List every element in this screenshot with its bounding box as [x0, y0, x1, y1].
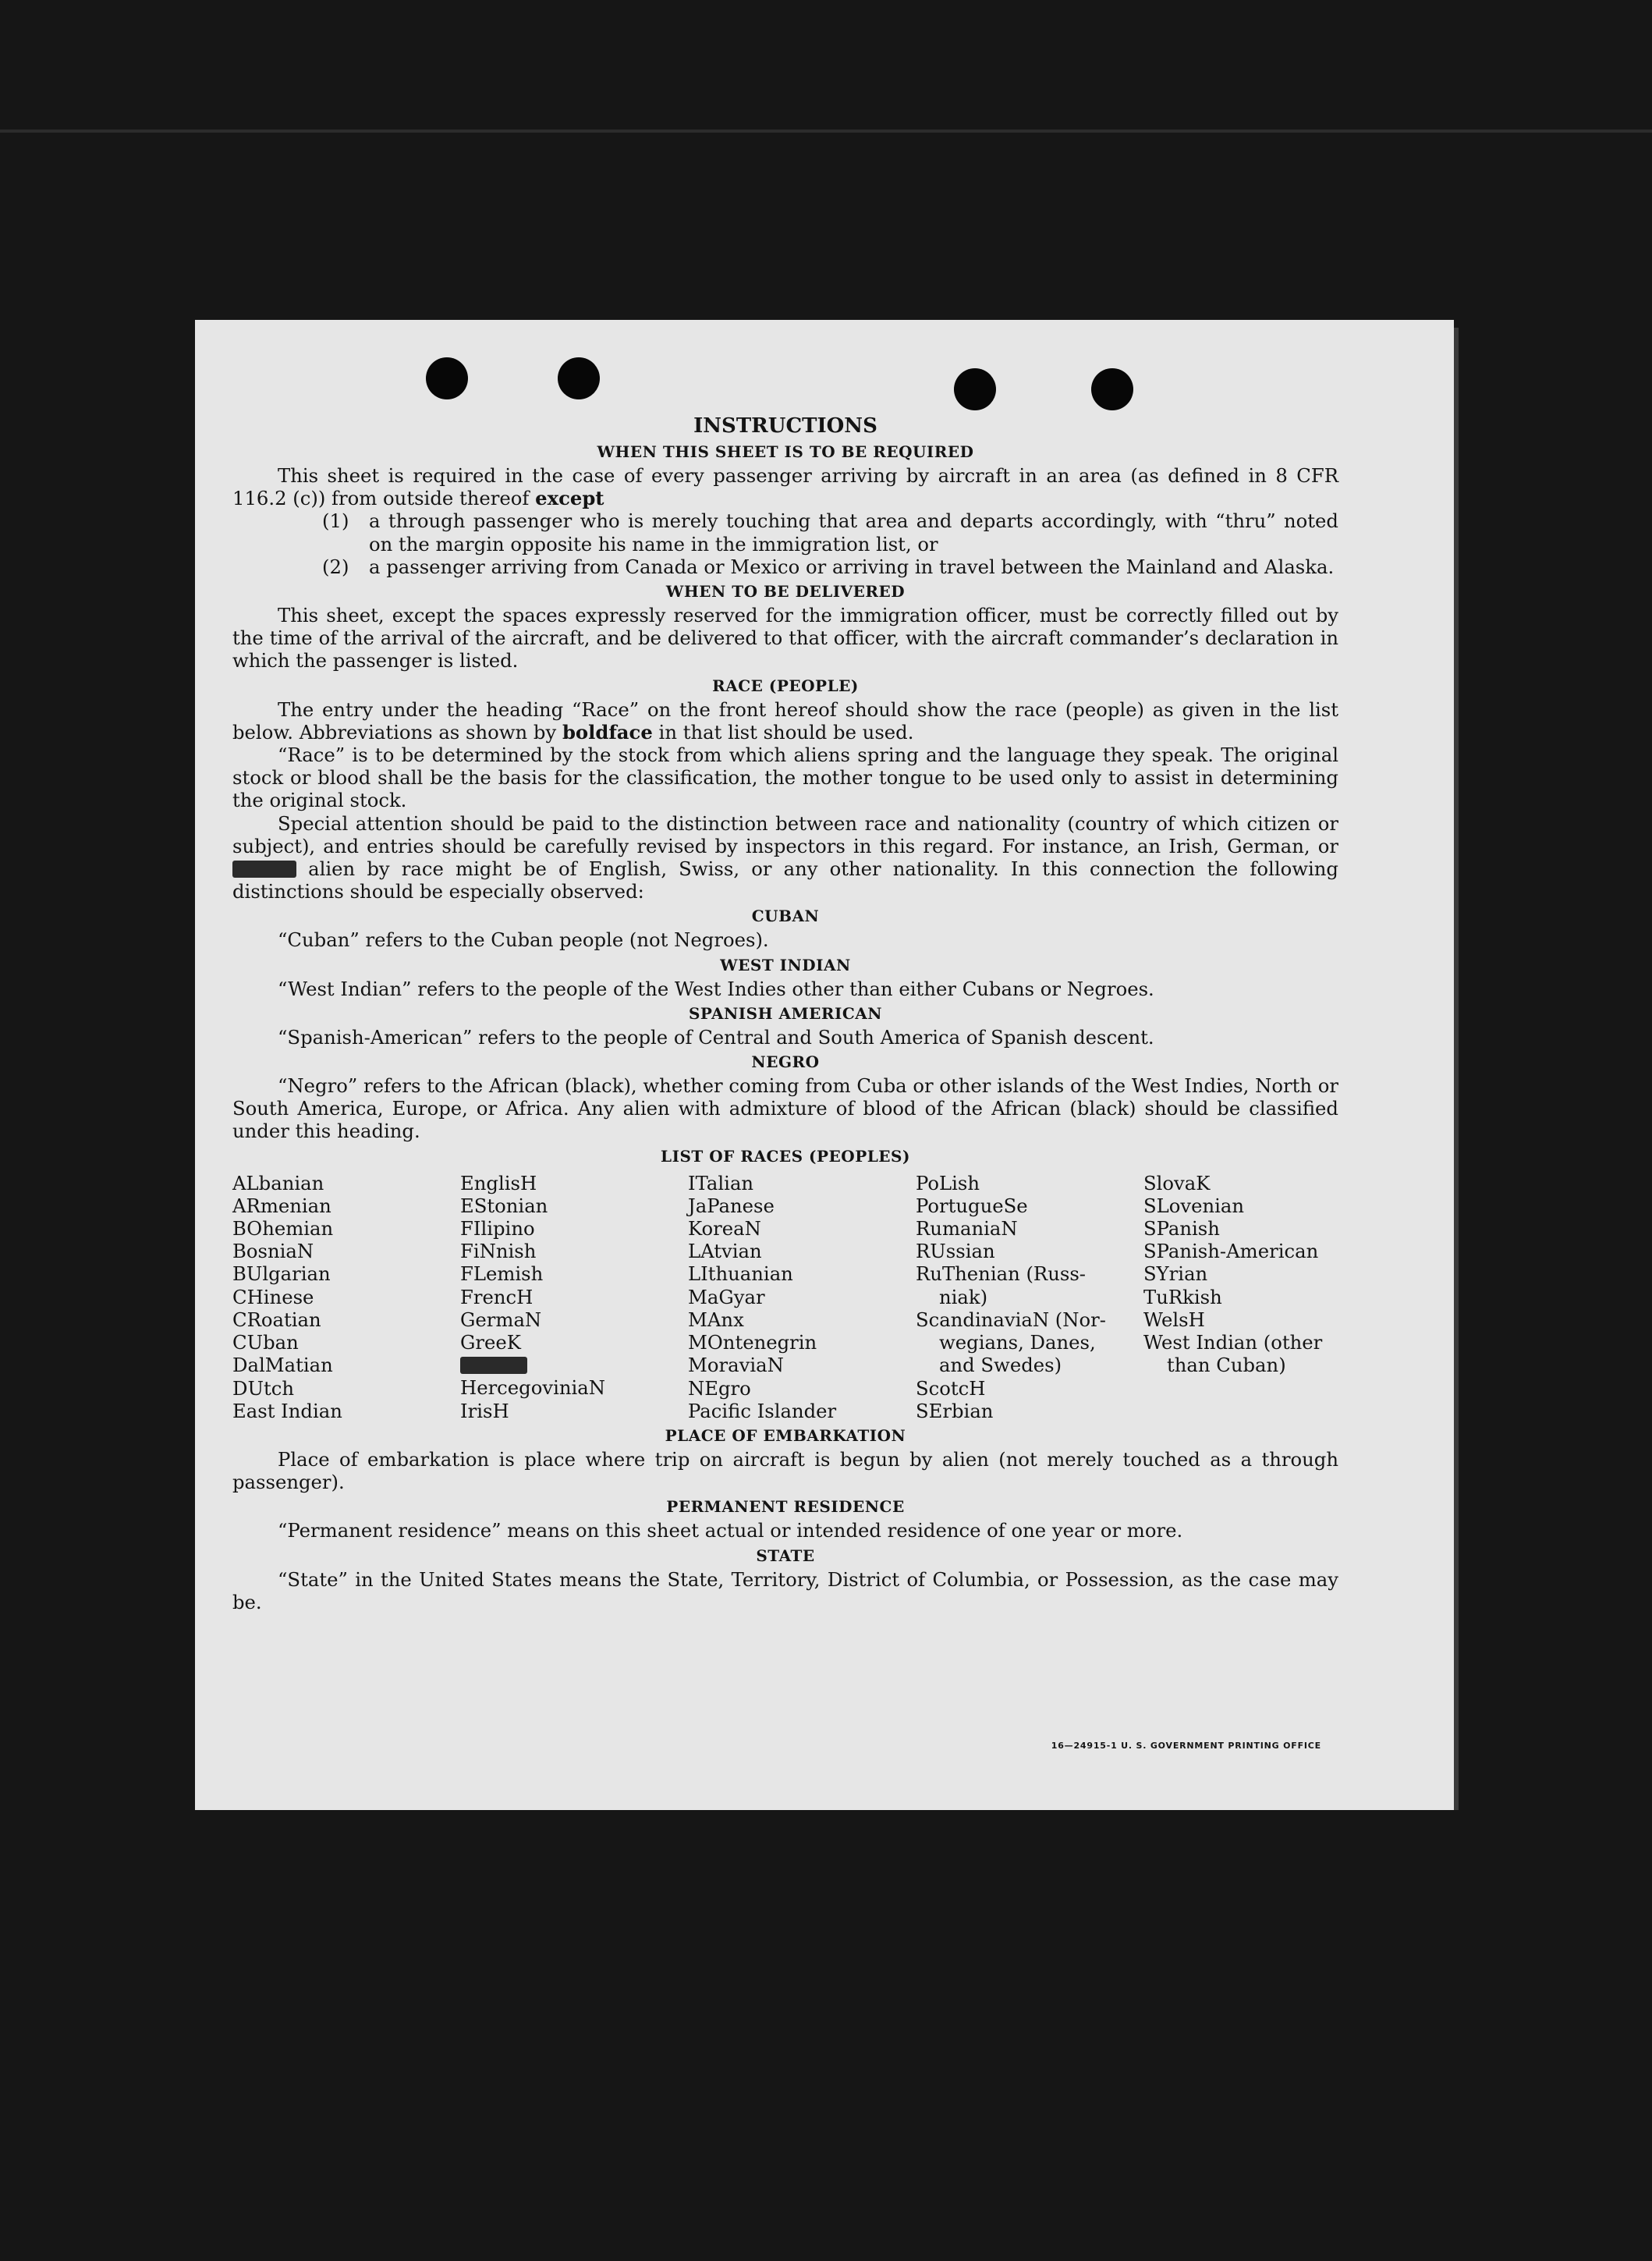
race-item: MOntenegrin: [688, 1331, 817, 1354]
race-item: NEgro: [688, 1376, 751, 1400]
race-item: CRoatian: [232, 1308, 321, 1331]
exception-item: [232, 555, 1338, 578]
except-word: except: [535, 487, 604, 510]
spanish-american-heading: SPANISH AMERICAN: [688, 1003, 883, 1023]
exception-text: a passenger arriving from Canada or Mexico or arriving in travel between the Mainland and Alaska.: [369, 555, 1335, 578]
negro-heading: NEGRO: [751, 1052, 820, 1072]
race-item: SPanish-American: [1143, 1240, 1319, 1263]
race-item-continuation: niak): [939, 1285, 988, 1308]
state-paragraph: “State” in the United States means the State, Territory, District of Columbia, or Possession, as the case may be.: [232, 1567, 1338, 1613]
race-item: DalMatian: [232, 1354, 333, 1377]
race-item: LAtvian: [688, 1240, 762, 1263]
instruction-sheet: [195, 320, 1454, 1810]
race-item: MAnx: [688, 1308, 744, 1331]
race-item: BOhemian: [232, 1217, 334, 1241]
race-item: SErbian: [916, 1399, 994, 1422]
race-item: EnglisH: [460, 1171, 537, 1194]
race-item: East Indian: [232, 1399, 342, 1422]
exception-number: (1): [322, 509, 349, 533]
race-column-3: [688, 1172, 916, 1422]
race-item: BUlgarian: [232, 1262, 331, 1286]
race-item: MoraviaN: [688, 1354, 784, 1377]
race-item-continuation: than Cuban): [1167, 1354, 1286, 1377]
race-item: KoreaN: [688, 1217, 761, 1241]
page-shadow: [1454, 328, 1459, 1810]
race-item: SLovenian: [1143, 1194, 1245, 1217]
race-paragraph-1: [232, 698, 1338, 744]
race-item: RuThenian (Russ-: [916, 1262, 1087, 1286]
race-text: alien by race might be of English, Swiss, or any other nationality. In this connection the following distinctions should be especially observed:: [232, 857, 1338, 903]
race-item: RUssian: [916, 1240, 995, 1263]
race-item: TuRkish: [1143, 1285, 1222, 1308]
cuban-paragraph: “Cuban” refers to the Cuban people (not Negroes).: [278, 928, 769, 952]
race-item: MaGyar: [688, 1285, 765, 1308]
race-item: EStonian: [460, 1194, 548, 1217]
race-list-heading: LIST OF RACES (PEOPLES): [661, 1146, 910, 1166]
boldface-word: boldface: [562, 720, 653, 744]
exception-item: [232, 509, 1338, 555]
when-required-paragraph: [232, 464, 1338, 509]
page-title: INSTRUCTIONS: [693, 414, 877, 438]
race-item: RumaniaN: [916, 1217, 1018, 1241]
race-item: HercegoviniaN: [460, 1376, 606, 1400]
printer-code: 16—24915-1 U. S. GOVERNMENT PRINTING OFFICE: [1051, 1741, 1321, 1751]
race-item: CHinese: [232, 1285, 314, 1308]
punch-hole: [1091, 368, 1133, 410]
race-item: ScotcH: [916, 1376, 986, 1400]
race-item: SYrian: [1143, 1262, 1208, 1286]
race-item: CUban: [232, 1331, 299, 1354]
race-item: ALbanian: [232, 1171, 324, 1194]
race-item: ITalian: [688, 1171, 754, 1194]
race-item: IrisH: [460, 1399, 509, 1422]
race-item: LIthuanian: [688, 1262, 793, 1286]
race-item: FLemish: [460, 1262, 544, 1286]
race-item: Pacific Islander: [688, 1399, 837, 1422]
race-list: [232, 1172, 1338, 1422]
race-text: The entry under the heading “Race” on the front hereof should show the race (people) as given in the list below. Abbreviations as shown by: [232, 697, 1338, 744]
punch-hole: [426, 357, 468, 399]
when-delivered-paragraph: This sheet, except the spaces expressly reserved for the immigration officer, must be correctly filled out by the time of the arrival of the aircraft, and be delivered to that officer, with the aircraft commander’s declaration in which the passenger is listed.: [232, 604, 1338, 673]
race-item: ScandinaviaN (Nor-: [916, 1308, 1107, 1331]
microfilm-edge: [0, 130, 1652, 133]
race-item-continuation: and Swedes): [939, 1354, 1062, 1377]
spanish-american-paragraph: “Spanish-American” refers to the people of Central and South America of Spanish descent.: [278, 1025, 1154, 1049]
race-item: ARmenian: [232, 1194, 331, 1217]
race-paragraph-2: “Race” is to be determined by the stock from which aliens spring and the language they speak. The original stock or blood shall be the basis for the classification, the mother tongue to be used only to assist in determining the original stock.: [232, 744, 1338, 812]
cuban-heading: CUBAN: [751, 907, 820, 926]
race-paragraph-3: [232, 812, 1338, 903]
race-text: Special attention should be paid to the distinction between race and nationality (country of which citizen or subject), and entries should be carefully revised by inspectors in this regard. For instance, an Irish, German, or: [232, 811, 1338, 857]
exception-text: a through passenger who is merely touching that area and departs accordingly, with “thru” noted on the margin opposite his name in the immigration list, or: [369, 509, 1338, 555]
race-item: West Indian (other: [1143, 1331, 1323, 1354]
residence-paragraph: “Permanent residence” means on this sheet actual or intended residence of one year or more.: [278, 1519, 1183, 1542]
punch-hole: [558, 357, 600, 399]
race-column-2: [460, 1172, 688, 1422]
race-column-4: [916, 1172, 1143, 1422]
punch-hole: [954, 368, 996, 410]
embarkation-paragraph: Place of embarkation is place where trip on aircraft is begun by alien (not merely touched as a through passenger).: [232, 1447, 1338, 1494]
race-item: SlovaK: [1143, 1171, 1211, 1194]
residence-heading: PERMANENT RESIDENCE: [666, 1497, 905, 1517]
race-item: GreeK: [460, 1331, 521, 1354]
when-required-heading: WHEN THIS SHEET IS TO BE REQUIRED: [597, 442, 974, 461]
when-delivered-heading: WHEN TO BE DELIVERED: [665, 582, 906, 602]
exception-number: (2): [322, 555, 349, 578]
race-item: PortugueSe: [916, 1194, 1028, 1217]
race-text: in that list should be used.: [658, 720, 914, 744]
state-heading: STATE: [756, 1546, 815, 1565]
race-item: DUtch: [232, 1376, 294, 1400]
redacted-race-item: [460, 1357, 527, 1374]
race-heading: RACE (PEOPLE): [712, 676, 859, 695]
west-indian-heading: WEST INDIAN: [720, 955, 851, 974]
embarkation-heading: PLACE OF EMBARKATION: [665, 1425, 906, 1445]
instructions-body: [232, 414, 1338, 1613]
race-column-5: [1143, 1172, 1371, 1422]
race-item: FiNnish: [460, 1240, 537, 1263]
race-item: WelsH: [1143, 1308, 1205, 1331]
race-item: FrencH: [460, 1285, 534, 1308]
race-item: GermaN: [460, 1308, 542, 1331]
redaction-mark: [232, 861, 296, 878]
race-column-1: [232, 1172, 460, 1422]
race-item: FIlipino: [460, 1217, 535, 1241]
negro-paragraph: “Negro” refers to the African (black), whether coming from Cuba or other islands of the West Indies, North or South America, Europe, or Africa. Any alien with admixture of blood of the African (black) should be classified under this heading.: [232, 1074, 1338, 1143]
race-item: PoLish: [916, 1171, 980, 1194]
west-indian-paragraph: “West Indian” refers to the people of the West Indies other than either Cubans or Negroes.: [278, 977, 1154, 1000]
race-item-continuation: wegians, Danes,: [939, 1331, 1096, 1354]
race-item: BosniaN: [232, 1240, 314, 1263]
race-item: SPanish: [1143, 1217, 1220, 1241]
race-item: JaPanese: [688, 1194, 775, 1217]
when-required-text: This sheet is required in the case of every passenger arriving by aircraft in an area (as defined in 8 CFR 116.2 (c)) from outside thereof: [232, 464, 1338, 510]
